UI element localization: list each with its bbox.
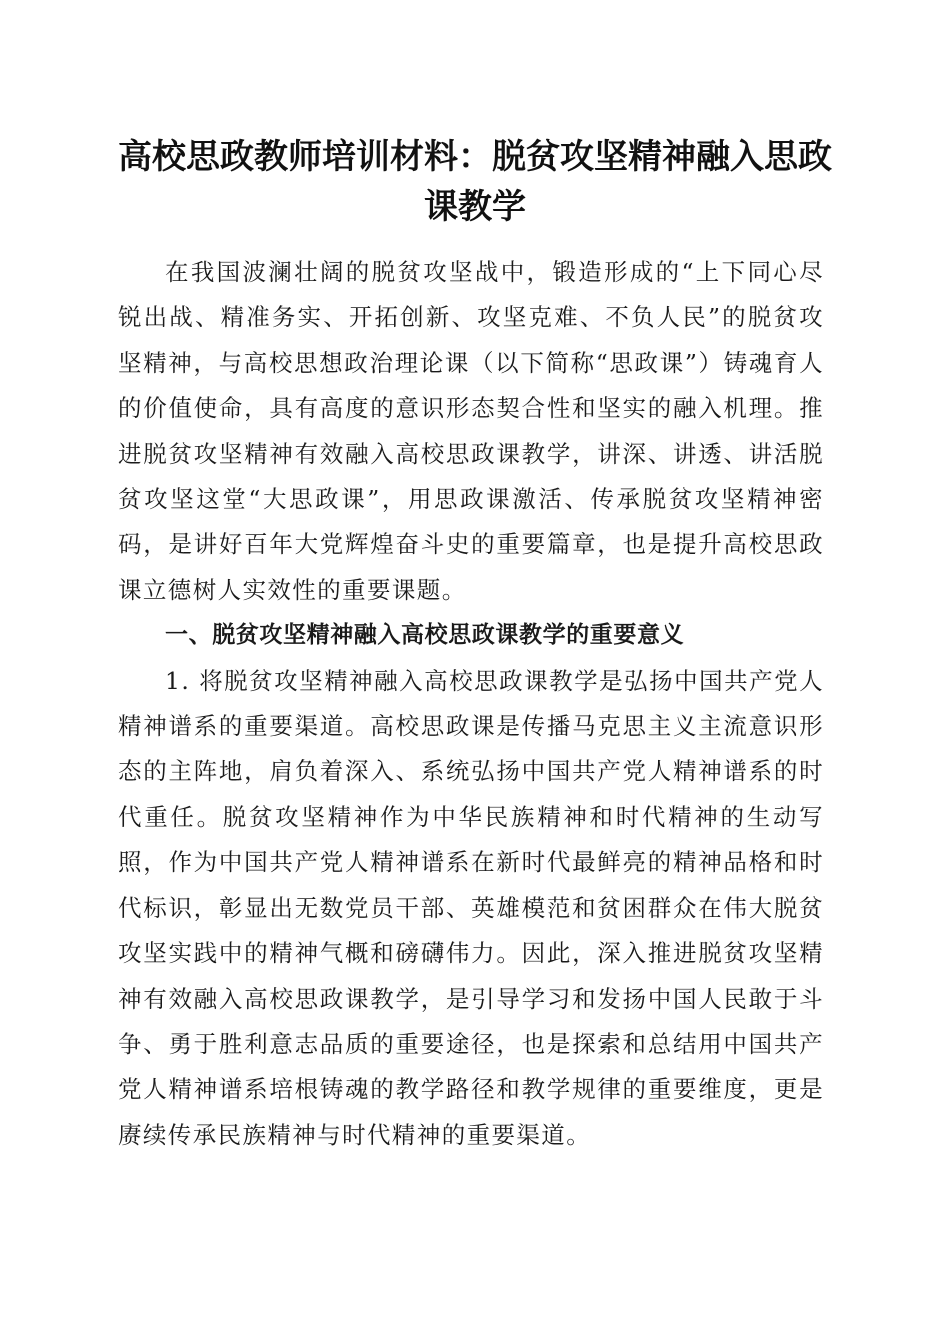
section-heading: 一、脱贫攻坚精神融入高校思政课教学的重要意义	[165, 622, 685, 649]
document-body	[118, 250, 824, 1158]
intro-paragraph: 在我国波澜壮阔的脱贫攻坚战中，锻造形成的“上下同心尽锐出战、精准务实、开拓创新、攻坚克难、不负人民”的脱贫攻坚精神，与高校思想政治理论课（以下简称“思政课”）铸魂育人的价值使命，具有高度的意识形态契合性和坚实的融入机理。推进脱贫攻坚精神有效融入高校思政课教学，讲深、讲透、讲活脱贫攻坚这堂“大思政课”，用思政课激活、传承脱贫攻坚精神密码，是讲好百年大党辉煌奋斗史的重要篇章，也是提升高校思政课立德树人实效性的重要课题。	[118, 258, 824, 604]
section-paragraph: 1. 将脱贫攻坚精神融入高校思政课教学是弘扬中国共产党人精神谱系的重要渠道。高校思政课是传播马克思主义主流意识形态的主阵地，肩负着深入、系统弘扬中国共产党人精神谱系的时代重任。脱贫攻坚精神作为中华民族精神和时代精神的生动写照，作为中国共产党人精神谱系在新时代最鲜亮的精神品格和时代标识，彰显出无数党员干部、英雄模范和贫困群众在伟大脱贫攻坚实践中的精神气概和磅礴伟力。因此，深入推进脱贫攻坚精神有效融入高校思政课教学，是引导学习和发扬中国人民敢于斗争、勇于胜利意志品质的重要途径，也是探索和总结用中国共产党人精神谱系培根铸魂的教学路径和教学规律的重要维度，更是赓续传承民族精神与时代精神的重要渠道。	[118, 666, 824, 1149]
document-title: 高校思政教师培训材料：脱贫攻坚精神融入思政课教学	[118, 137, 832, 227]
